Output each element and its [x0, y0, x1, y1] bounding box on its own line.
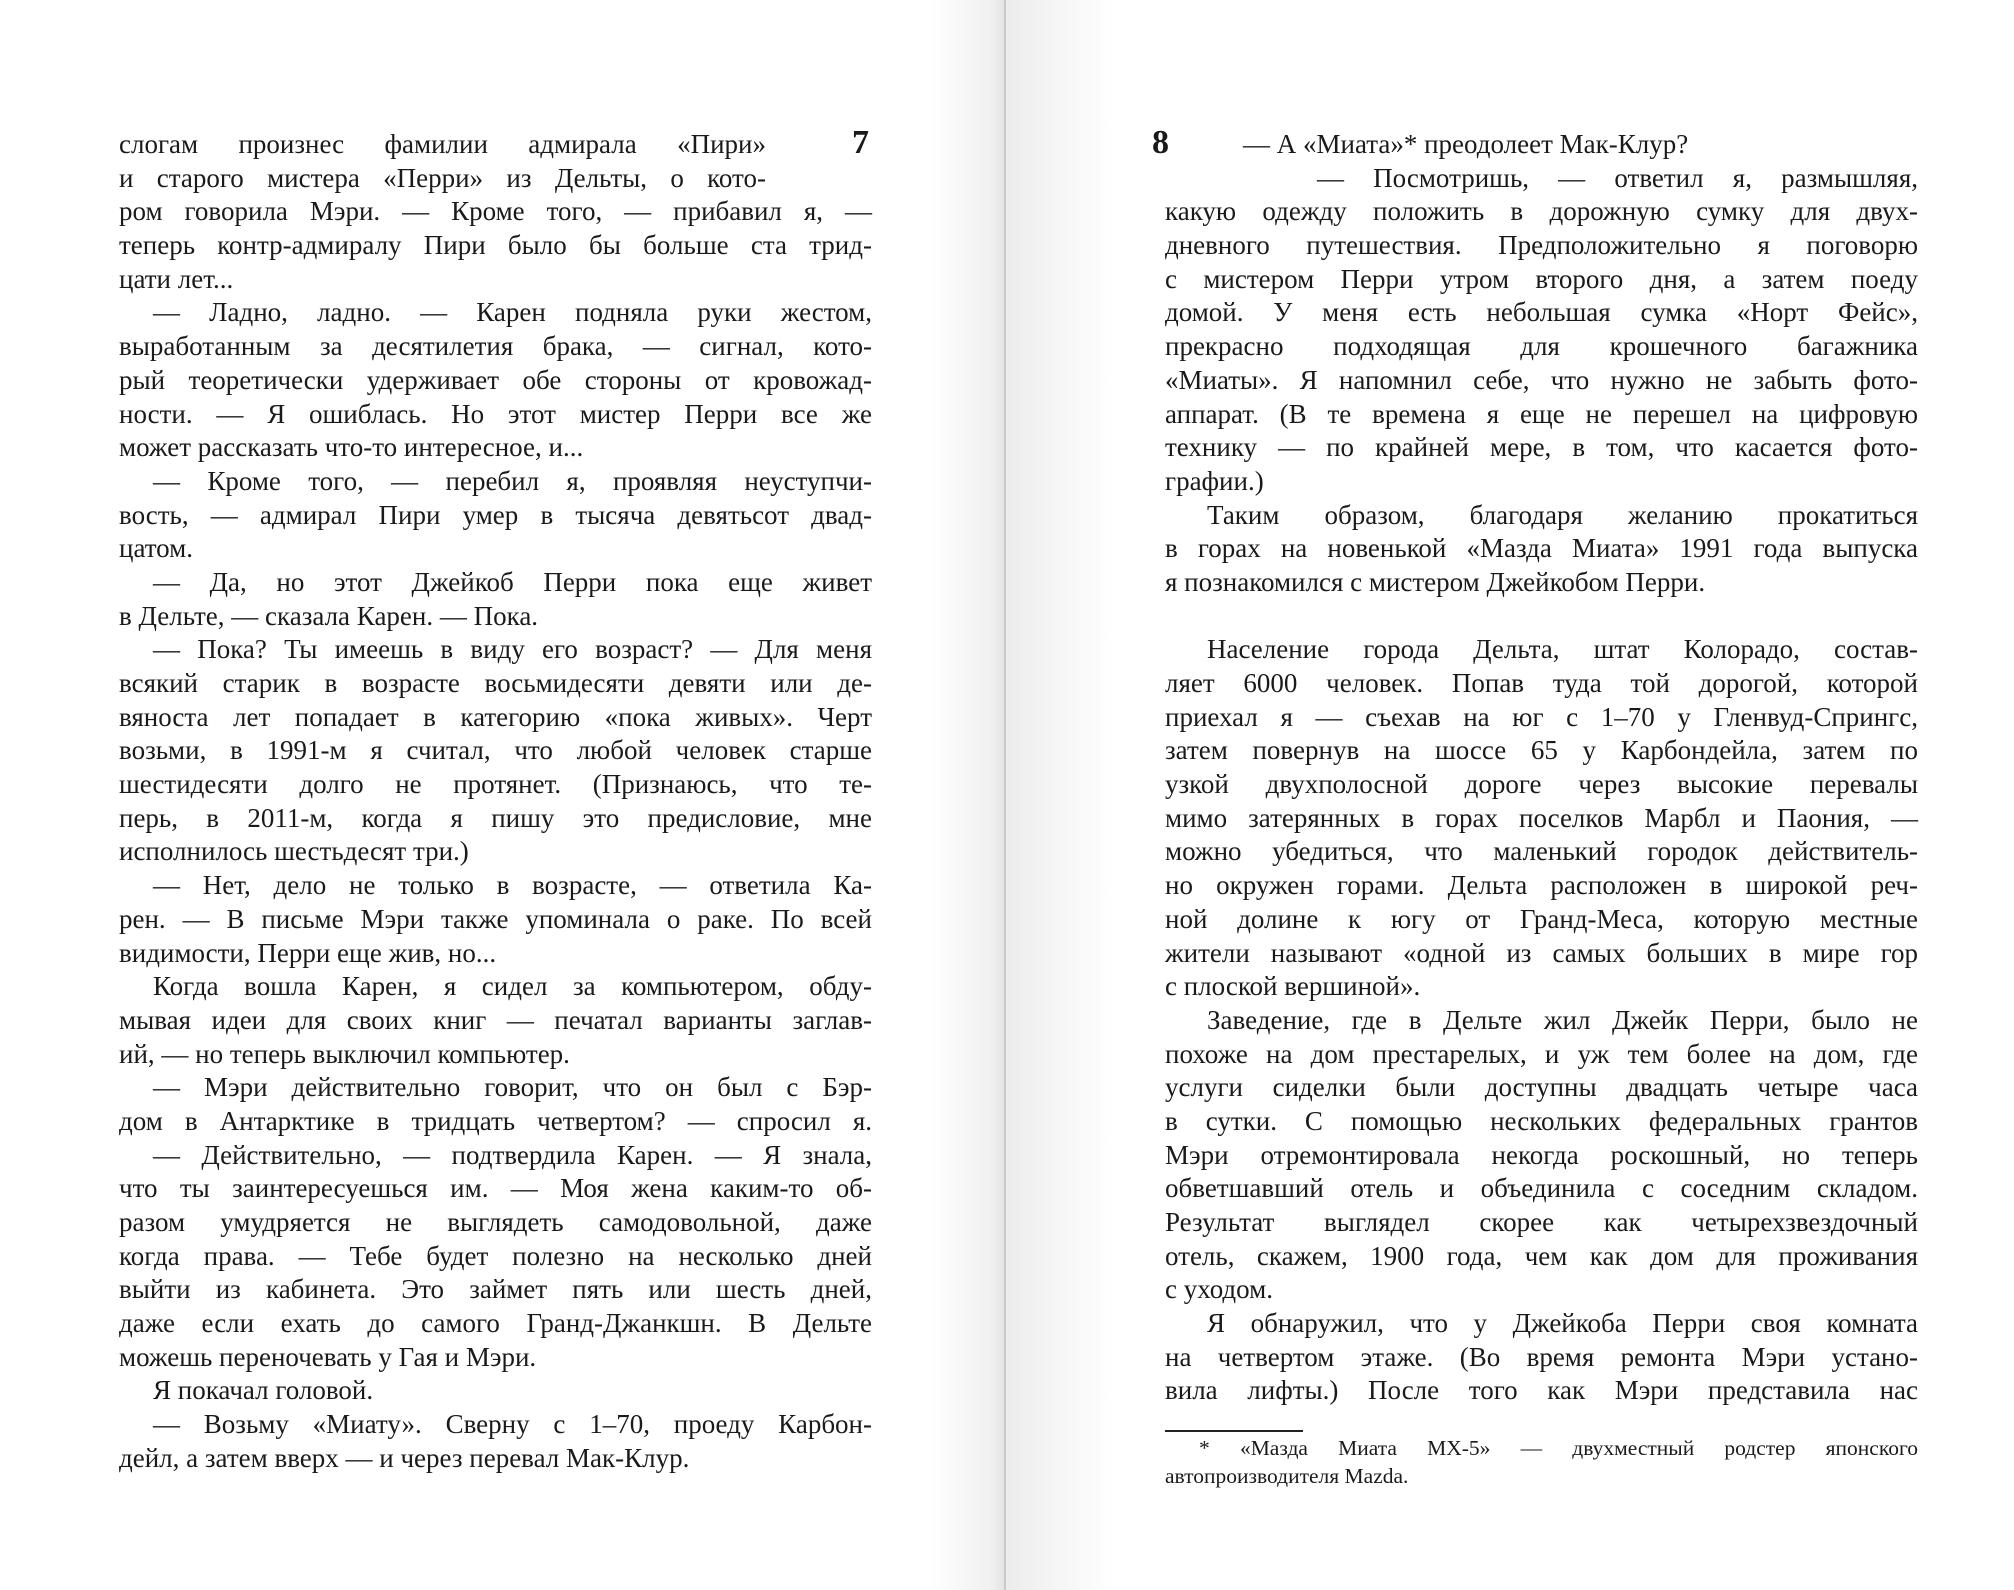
text-line: и старого мистера «Перри» из Дельты, о кото- — [119, 162, 766, 193]
text-line: цати лет... — [119, 263, 234, 294]
text-line: мывая идеи для своих книг — печатал варианты заглав- — [119, 1004, 872, 1035]
text-line: ром говорила Мэри. — Кроме того, — прибавил я, — — [119, 196, 872, 227]
text-line: в горах на новенькой «Мазда Миата» 1991 года выпуска — [1165, 533, 1918, 564]
text-line: ной долине к югу от Гранд-Меса, которую местные — [1165, 903, 1918, 934]
text-line: обветшавший отель и объединила с соседним складом. — [1165, 1173, 1918, 1204]
text-line: с уходом. — [1165, 1274, 1273, 1305]
text-line: — Да, но этот Джейкоб Перри пока еще живет — [153, 566, 872, 597]
text-line: * «Мазда Миата МХ-5» — двухместный родстер японского — [1199, 1436, 1918, 1460]
text-line: какую одежду положить в дорожную сумку для двух- — [1165, 196, 1918, 227]
text-line: Население города Дельта, штат Колорадо, состав- — [1207, 634, 1918, 665]
text-line: дневного путешествия. Предположительно я поговорю — [1165, 230, 1918, 261]
footnote — [1165, 1434, 1918, 1490]
text-line: затем повернув на шоссе 65 у Карбондейла, затем по — [1165, 735, 1918, 766]
text-line: — Возьму «Миату». Сверну с 1–70, проеду Карбон- — [153, 1409, 872, 1440]
text-line: ности. — Я ошиблась. Но этот мистер Перри все же — [119, 398, 872, 429]
left-page-text — [119, 124, 872, 1476]
text-line: но окружен горами. Дельта расположен в широкой реч- — [1165, 870, 1918, 901]
text-line: Я обнаружил, что у Джейкоба Перри своя комната — [1207, 1308, 1918, 1339]
text-line: Когда вошла Карен, я сидел за компьютером, обду- — [153, 971, 872, 1002]
text-line: Заведение, где в Дельте жил Джейк Перри, было не — [1207, 1004, 1918, 1035]
text-line: выработанным за десятилетия брака, — сигнал, кото- — [119, 331, 872, 362]
text-line: аппарат. (В те времена я еще не перешел на цифровую — [1165, 398, 1918, 429]
text-line: рен. — В письме Мэри также упоминала о раке. По всей — [119, 903, 872, 934]
text-line: можно убедиться, что маленький городок действитель- — [1165, 836, 1918, 867]
book-spine-fold — [1004, 0, 1006, 1590]
text-line: дейл, а затем вверх — и через перевал Мак-Клур. — [119, 1442, 690, 1473]
text-line: технику — по крайней мере, в том, что касается фото- — [1165, 432, 1918, 463]
text-line: исполнилось шестьдесят три.) — [119, 836, 469, 867]
text-line: можешь переночевать у Гая и Мэри. — [119, 1341, 537, 1372]
text-line: — Посмотришь, — ответил я, размышляя, — [1317, 162, 1918, 193]
text-line: всякий старик в возрасте восьмидесяти девяти или де- — [119, 668, 872, 698]
text-line: — Пока? Ты имеешь в виду его возраст? — Для меня — [153, 634, 872, 665]
text-line: похоже на дом престарелых, и уж тем более на дом, где — [1165, 1038, 1918, 1069]
footnote-divider — [1165, 1430, 1303, 1432]
text-line: вяноста лет попадает в категорию «пока живых». Черт — [119, 701, 872, 732]
page-number-right: 8 — [1152, 124, 1169, 161]
text-line: отель, скажем, 1900 года, чем как дом для проживания — [1165, 1240, 1918, 1271]
text-line: домой. У меня есть небольшая сумка «Норт Фейс», — [1165, 297, 1918, 328]
text-line: — Мэри действительно говорит, что он был с Бэр- — [153, 1072, 872, 1103]
gutter-shadow-right — [1006, 0, 1116, 1590]
text-line: узкой двухполосной дороге через высокие перевалы — [1165, 769, 1918, 800]
text-line: — Нет, дело не только в возрасте, — ответила Ка- — [153, 870, 872, 901]
text-line: — Кроме того, — перебил я, проявляя неуступчи- — [153, 465, 872, 496]
text-line: я познакомился с мистером Джейкобом Перри. — [1165, 566, 1706, 597]
text-line: шестидесяти долго не протянет. (Признаюсь, что те- — [119, 769, 872, 800]
text-line: перь, в 2011-м, когда я пишу это предисловие, мне — [119, 802, 872, 833]
text-line: мимо затерянных в горах поселков Марбл и Паония, — — [1165, 802, 1918, 833]
text-line: прекрасно подходящая для крошечного багажника — [1165, 331, 1918, 362]
text-line: — Ладно, ладно. — Карен подняла руки жестом, — [153, 297, 872, 328]
text-line: видимости, Перри еще жив, но... — [119, 937, 497, 968]
text-line: — Действительно, — подтвердила Карен. — Я знала, — [153, 1139, 872, 1170]
text-line: жители называют «одной из самых больших в мире гор — [1165, 937, 1918, 968]
text-line: графии.) — [1165, 465, 1264, 496]
text-line: с мистером Перри утром второго дня, а затем поеду — [1165, 263, 1918, 294]
text-line: цатом. — [119, 533, 193, 564]
text-line: вила лифты.) После того как Мэри представила нас — [1165, 1375, 1918, 1406]
text-line: в сутки. С помощью нескольких федеральных грантов — [1165, 1105, 1918, 1136]
text-line: Мэри отремонтировала некогда роскошный, но теперь — [1165, 1139, 1918, 1170]
text-line: автопроизводителя Mazda. — [1165, 1464, 1409, 1488]
text-line: услуги сиделки были доступны двадцать четыре часа — [1165, 1072, 1918, 1103]
text-line: рый теоретически удерживает обе стороны от кровожад- — [119, 364, 872, 395]
text-line: даже если ехать до самого Гранд-Джанкшн. В Дельте — [119, 1308, 872, 1339]
text-line: возьми, в 1991-м я считал, что любой человек старше — [119, 735, 872, 766]
text-line: на четвертом этаже. (Во время ремонта Мэри устано- — [1165, 1341, 1918, 1372]
text-line: дом в Антарктике в тридцать четвертом? — спросил я. — [119, 1105, 872, 1136]
text-line: «Миаты». Я напомнил себе, что нужно не забыть фото- — [1165, 364, 1918, 395]
text-line: когда права. — Тебе будет полезно на несколько дней — [119, 1240, 872, 1271]
text-line: теперь контр-адмиралу Пири было бы больше ста трид- — [119, 230, 872, 261]
text-line: — А «Миата»* преодолеет Мак-Клур? — [1243, 129, 1689, 159]
text-line: что ты заинтересуешься им. — Моя жена каким-то об- — [119, 1173, 872, 1204]
gutter-shadow-left — [930, 0, 1005, 1590]
text-line: слогам произнес фамилии адмирала «Пири» — [119, 129, 766, 159]
text-line: Таким образом, благодаря желанию прокатиться — [1207, 499, 1918, 530]
text-line: ляет 6000 человек. Попав туда той дорогой, которой — [1165, 668, 1918, 698]
text-line: в Дельте, — сказала Карен. — Пока. — [119, 600, 539, 631]
text-line: разом умудряется не выглядеть самодовольной, даже — [119, 1207, 872, 1237]
text-line: приехал я — съехав на юг с 1–70 у Гленвуд-Спрингс, — [1165, 701, 1918, 732]
text-line: выйти из кабинета. Это займет пять или шесть дней, — [119, 1274, 872, 1305]
text-line: ий, — но теперь выключил компьютер. — [119, 1038, 570, 1069]
text-line: Я покачал головой. — [153, 1375, 374, 1406]
page-number-left: 7 — [852, 124, 869, 161]
text-line — [1165, 600, 1918, 634]
right-page-text — [1165, 128, 1918, 1408]
text-line: может рассказать что-то интересное, и... — [119, 432, 584, 463]
text-line: с плоской вершиной». — [1165, 971, 1421, 1002]
text-line: вость, — адмирал Пири умер в тысяча девятьсот двад- — [119, 499, 872, 530]
text-line: Результат выглядел скорее как четырехзвездочный — [1165, 1207, 1918, 1237]
